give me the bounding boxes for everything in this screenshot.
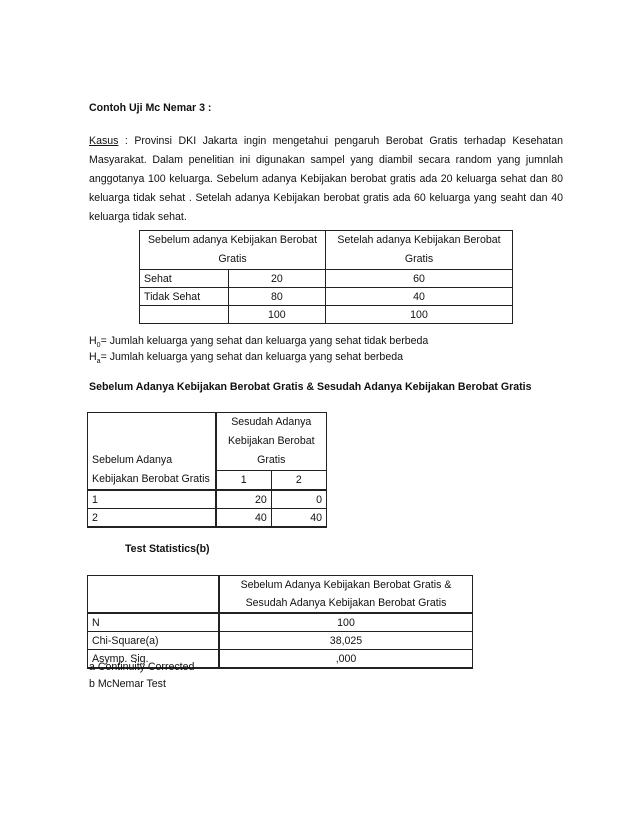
crosstab-row-label: 1 — [88, 490, 216, 509]
table-row — [140, 306, 513, 324]
table-row — [140, 288, 513, 306]
row-label: Tidak Sehat — [140, 288, 229, 306]
crosstab-row-label: 2 — [88, 509, 216, 528]
data-table — [139, 230, 513, 324]
row-after: 60 — [326, 270, 513, 288]
crosstab-col-header: Sesudah Adanya Kebijakan Berobat Gratis — [216, 413, 327, 471]
hypothesis-h0: $H_0=$ Jumlah keluarga yang sehat dan keluarga yang sehat tidak berbeda — [89, 335, 429, 350]
table-row — [140, 270, 513, 288]
section-title: Sebelum Adanya Kebijakan Berobat Gratis & Sesudah Adanya Kebijakan Berobat Gratis — [89, 381, 532, 393]
crosstab-table — [87, 412, 327, 528]
kasus-label: Kasus — [89, 135, 119, 147]
stat-label: N — [88, 613, 220, 632]
stat-value: 38,025 — [219, 632, 473, 650]
header-after: Setelah adanya Kebijakan Berobat Gratis — [326, 231, 513, 270]
test-stats-corner — [88, 576, 220, 614]
crosstab-cell: 20 — [216, 490, 272, 509]
table-row — [88, 632, 473, 650]
footnote-a: a Continuity Corrected — [89, 661, 195, 673]
row-before: 100 — [229, 306, 326, 324]
table-row — [88, 613, 473, 632]
crosstab-cell: 40 — [216, 509, 272, 528]
test-stats-title: Test Statistics(b) — [125, 543, 210, 555]
crosstab-row-header: Sebelum Adanya Kebijakan Berobat Gratis — [88, 413, 216, 491]
stat-label: Chi-Square(a) — [88, 632, 220, 650]
crosstab-col1: 1 — [216, 471, 272, 491]
stat-label: Asymp. Sig. — [88, 650, 220, 669]
stat-value: ,000 — [219, 650, 473, 669]
table-row — [88, 509, 327, 528]
stat-value: 100 — [219, 613, 473, 632]
header-before: Sebelum adanya Kebijakan Berobat Gratis — [140, 231, 326, 270]
crosstab-cell: 40 — [271, 509, 326, 528]
case-paragraph — [89, 132, 563, 227]
hypothesis-ha: $H_a=$ Jumlah keluarga yang sehat dan keluarga yang sehat berbeda — [89, 351, 403, 366]
row-before: 20 — [229, 270, 326, 288]
row-after: 40 — [326, 288, 513, 306]
test-stats-col-header: Sebelum Adanya Kebijakan Berobat Gratis & Sesudah Adanya Kebijakan Berobat Gratis — [219, 576, 473, 614]
kasus-text: : Provinsi DKI Jakarta ingin mengetahui pengaruh Berobat Gratis terhadap Kesehatan Masyarakat. Dalam penelitian ini digunakan sampel yang diambil secara random yang jumnlah anggotanya 100 keluarga. Sebelum adanya Kebijakan berobat gratis ada 20 keluarga sehat dan 80 keluarga tidak sehat . Setelah adanya Kebijakan berobat gratis ada 60 keluarga yang seaht dan 40 keluarga tidak sehat. — [89, 135, 563, 223]
crosstab-cell: 0 — [271, 490, 326, 509]
row-label — [140, 306, 229, 324]
row-after: 100 — [326, 306, 513, 324]
table-row — [88, 490, 327, 509]
row-label: Sehat — [140, 270, 229, 288]
crosstab-col2: 2 — [271, 471, 326, 491]
row-before: 80 — [229, 288, 326, 306]
footnote-b: b McNemar Test — [89, 678, 166, 690]
document-title: Contoh Uji Mc Nemar 3 : — [89, 102, 212, 114]
test-stats-table — [87, 575, 473, 669]
